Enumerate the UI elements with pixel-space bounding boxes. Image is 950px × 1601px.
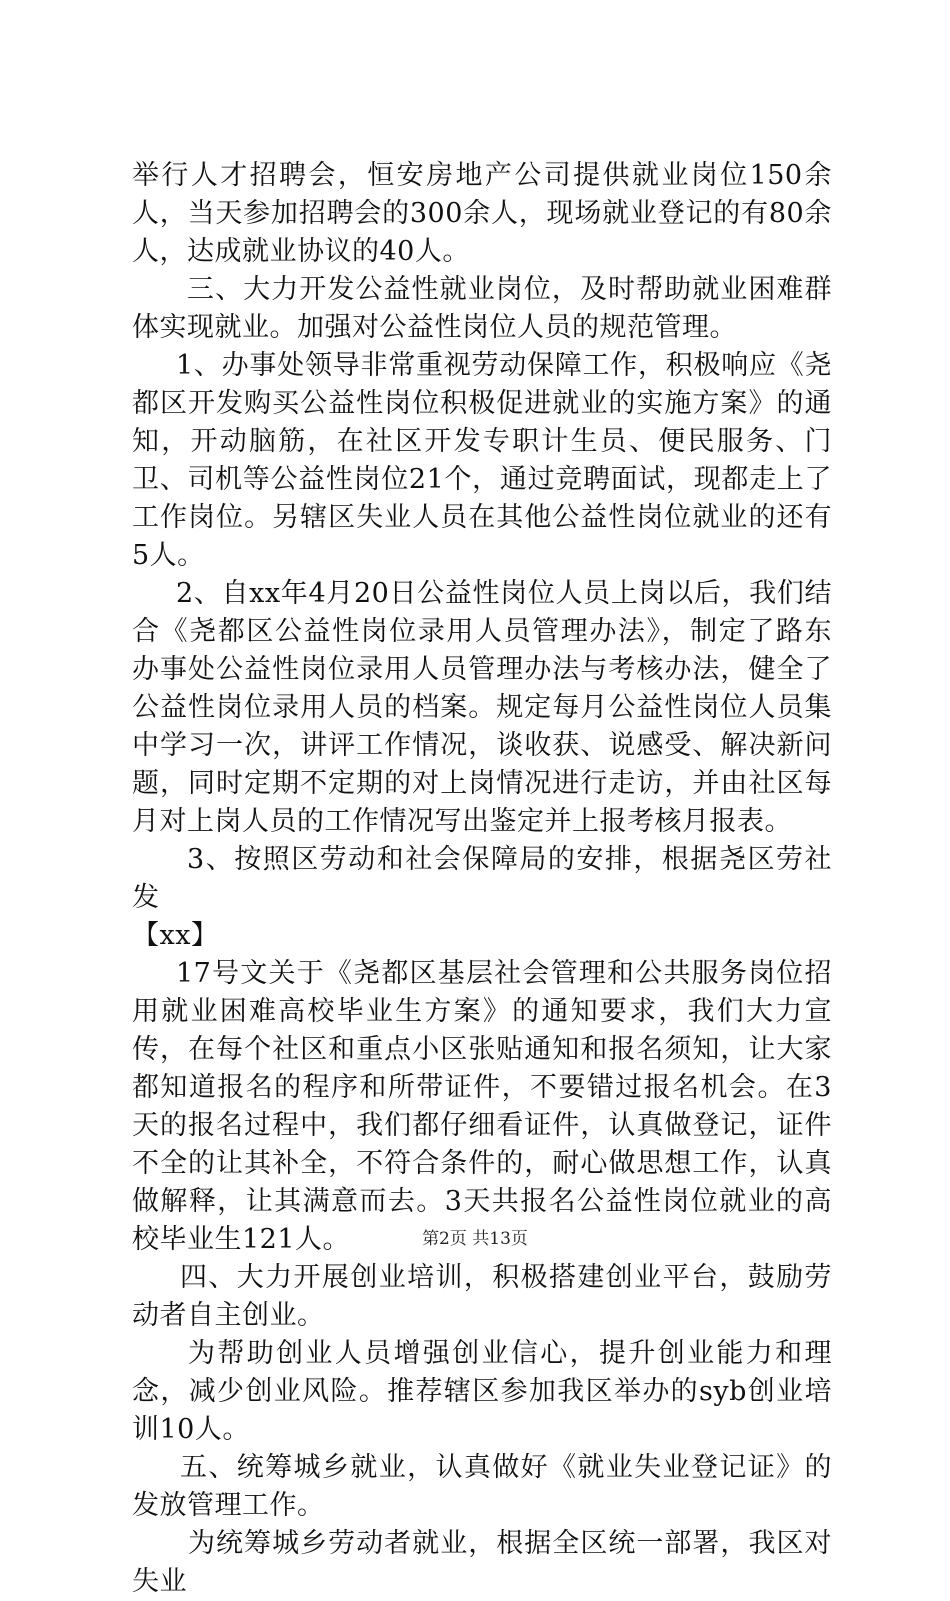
- paragraph-item-3-continued: 17号文关于《尧都区基层社会管理和公共服务岗位招用就业困难高校毕业生方案》的通知要求，我们大力宣传，在每个社区和重点小区张贴通知和报名须知，让大家都知道报名的程序和所带证件，不要错过报名机会。在3天的报名过程中，我们都仔细看证件，认真做登记，证件不全的让其补全，不符合条件的，耐心做思想工作，认真做解释，让其满意而去。3天共报名公益性岗位就业的高校毕业生121人。: [132, 958, 832, 1255]
- paragraph-item-2: 2、自xx年4月20日公益性岗位人员上岗以后，我们结合《尧都区公益性岗位录用人员管理办法》，制定了路东办事处公益性岗位录用人员管理办法与考核办法，健全了公益性岗位录用人员的档案。规定每月公益性岗位人员集中学习一次，讲评工作情况，谈收获、说感受、解决新问题，同时定期不定期的对上岗情况进行走访，并由社区每月对上岗人员的工作情况写出鉴定并上报考核月报表。: [132, 578, 832, 837]
- heading-section-five: 五、统筹城乡就业，认真做好《就业失业登记证》的发放管理工作。: [132, 1452, 832, 1521]
- page-number-footer: 第2页 共13页: [422, 1229, 528, 1249]
- heading-section-four: 四、大力开展创业培训，积极搭建创业平台，鼓励劳动者自主创业。: [132, 1262, 832, 1331]
- heading-section-three: 三、大力开发公益性就业岗位，及时帮助就业困难群体实现就业。加强对公益性岗位人员的规范管理。: [132, 274, 832, 343]
- paragraph-item-1: 1、办事处领导非常重视劳动保障工作，积极响应《尧都区开发购买公益性岗位积极促进就业的实施方案》的通知，开动脑筋，在社区开发专职计生员、便民服务、门卫、司机等公益性岗位21个，通过竞聘面试，现都走上了工作岗位。另辖区失业人员在其他公益性岗位就业的还有5人。: [132, 350, 832, 571]
- paragraph-item-3: 3、按照区劳动和社会保障局的安排，根据尧区劳社发: [132, 844, 832, 913]
- document-number-bracket: 【xx】: [132, 920, 219, 951]
- paragraph-urban-rural-employment: 为统筹城乡劳动者就业，根据全区统一部署，我区对失业: [132, 1528, 832, 1597]
- paragraph-job-fair: 举行人才招聘会，恒安房地产公司提供就业岗位150余人，当天参加招聘会的300余人，现场就业登记的有80余人，达成就业协议的40人。: [132, 160, 832, 267]
- document-body: [132, 157, 832, 1601]
- paragraph-entrepreneurship-training: 为帮助创业人员增强创业信心，提升创业能力和理念，减少创业风险。推荐辖区参加我区举办的syb创业培训10人。: [132, 1338, 832, 1445]
